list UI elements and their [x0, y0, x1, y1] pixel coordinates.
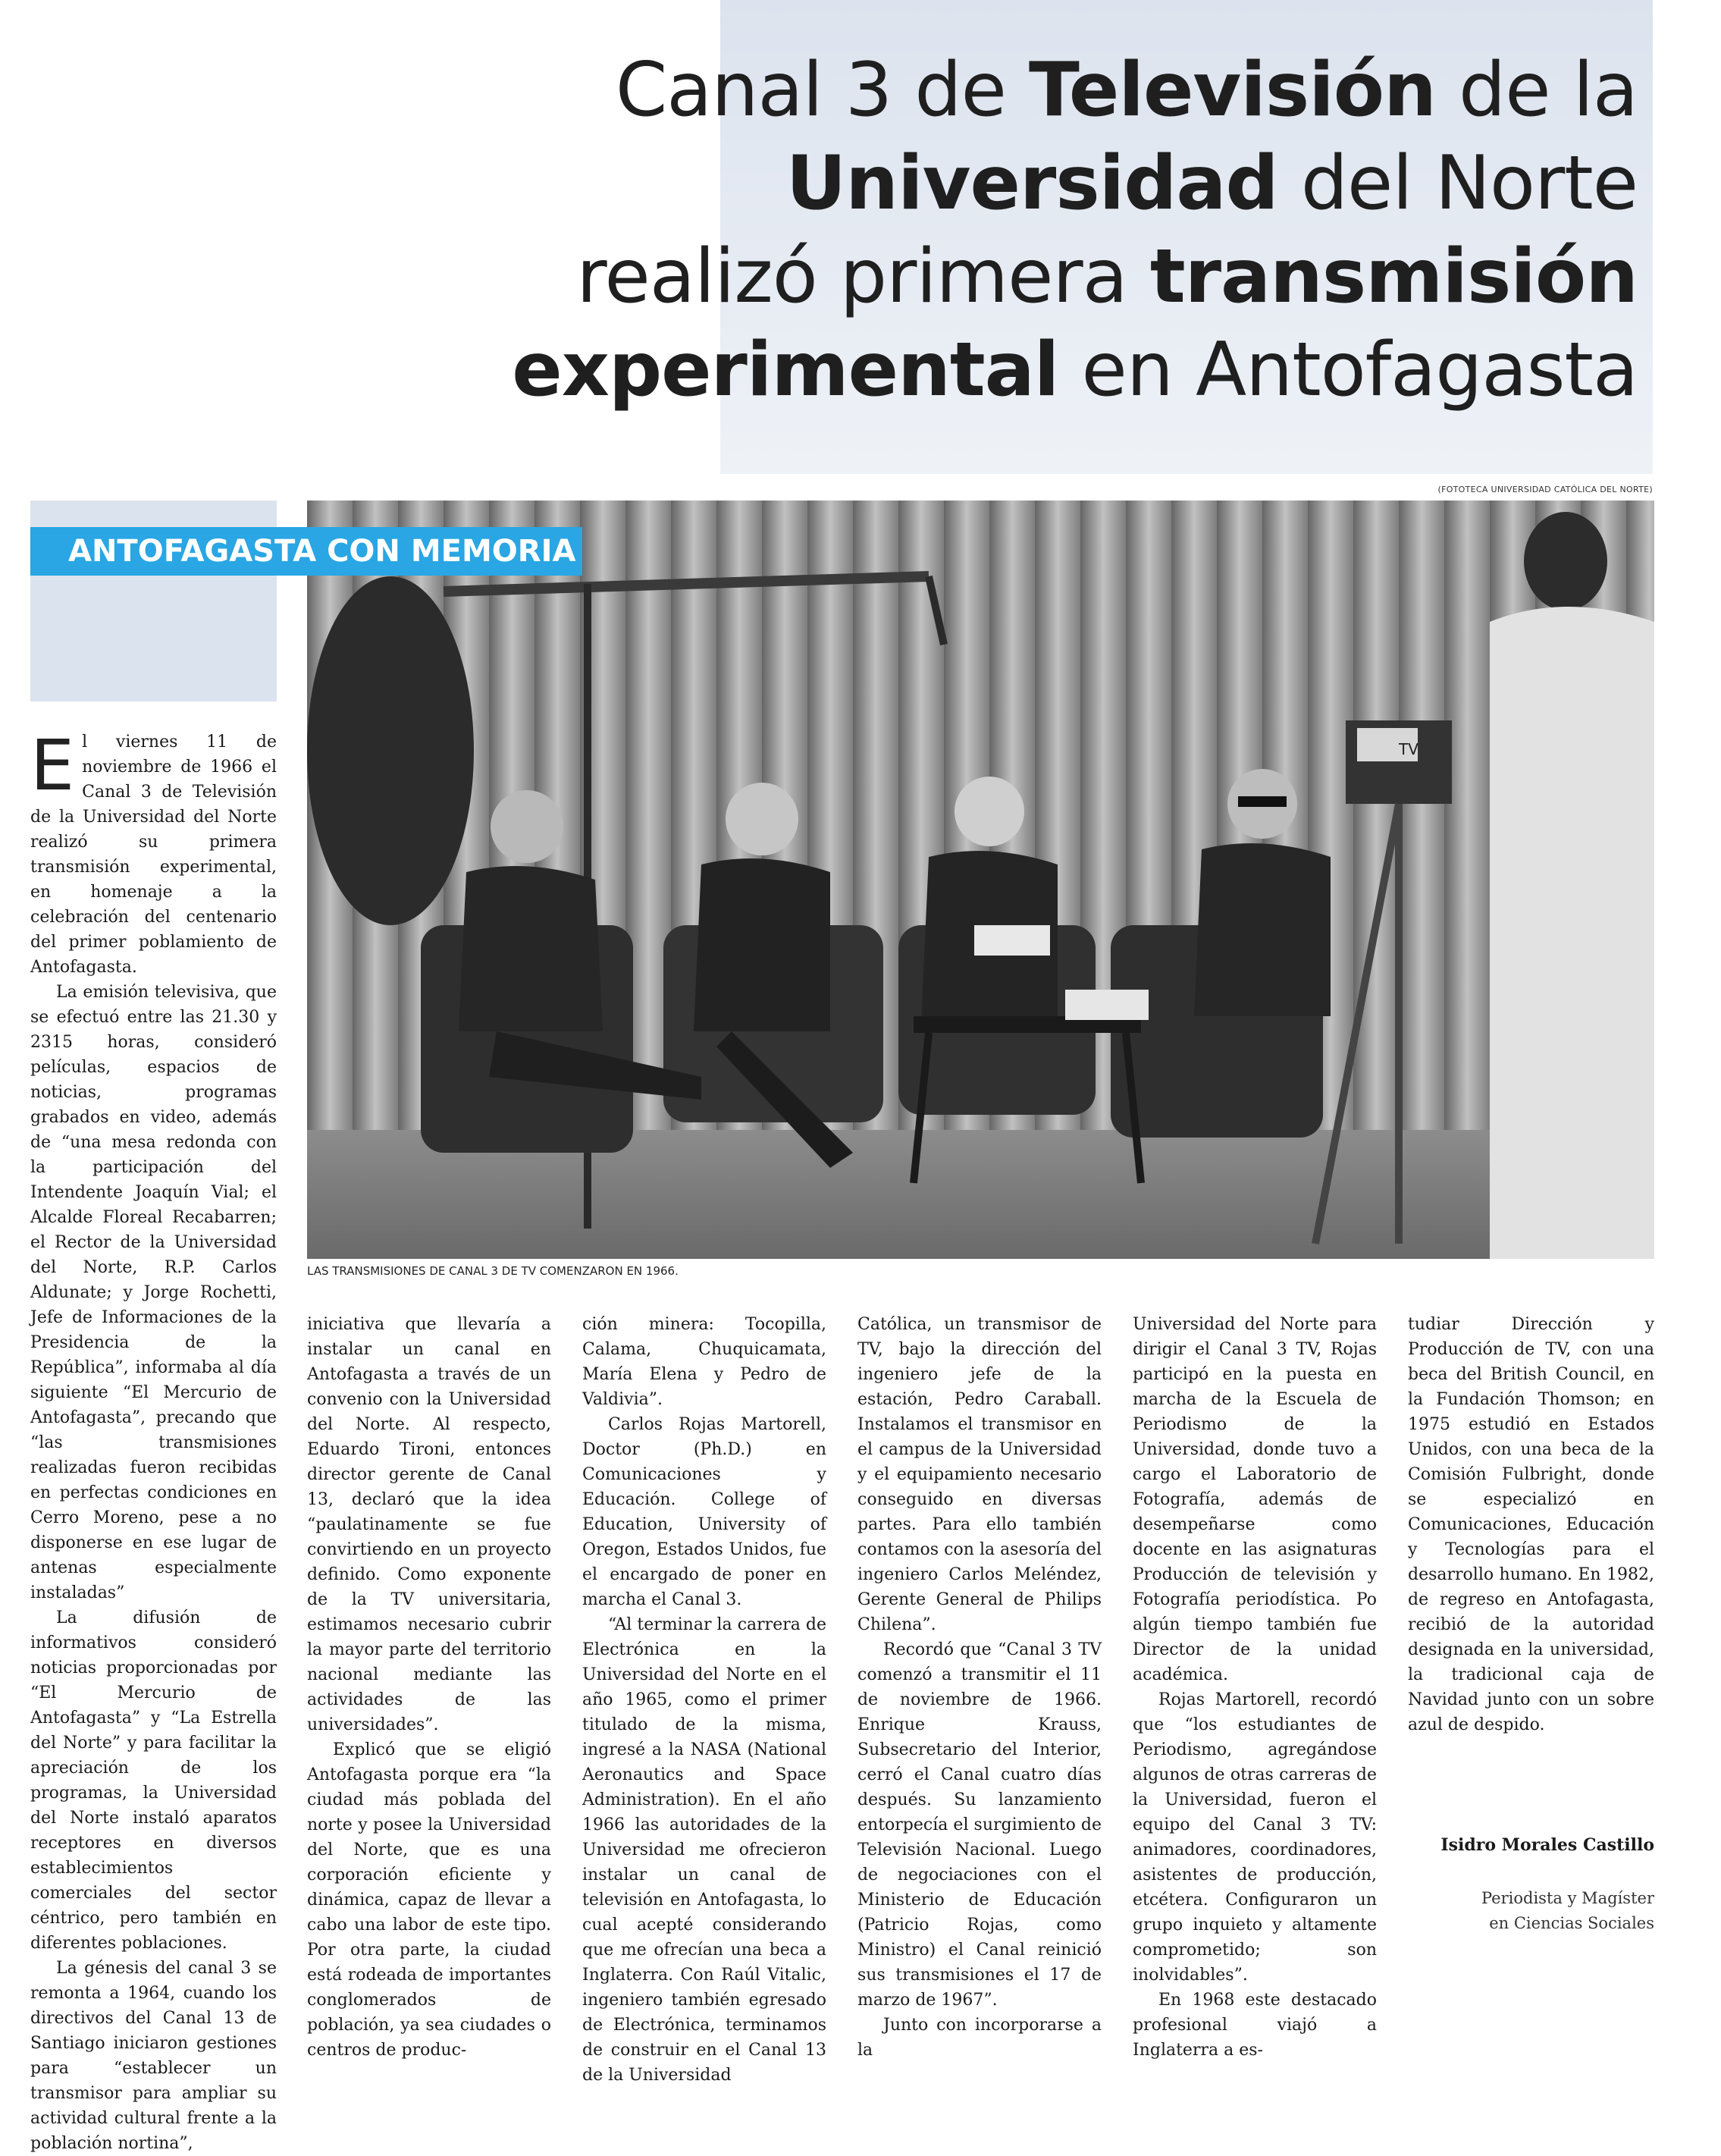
headline-part: realizó primera	[576, 234, 1150, 320]
headline-part-bold: Universidad	[785, 140, 1278, 227]
author-title-line: Periodista y Magíster	[1481, 1889, 1654, 1907]
paragraph: En 1968 este destacado profesional viajó a Inglaterra a es-	[1133, 1991, 1377, 2060]
paragraph: Católica, un transmisor de TV, bajo la dirección del ingeniero jefe de la estación, Pedro Caraball. Instalamos el transmisor en el campus de la Universidad y el equipamiento necesario conseguido en diversas partes. Para ello también contamos con la asesoría del ingeniero Carlos Meléndez, Gerente General de Philips Chilena”.	[857, 1315, 1102, 1634]
paragraph: La difusión de informativos consideró noticias proporcionadas por “El Mercurio de Antofagasta” y “La Estrella del Norte” y para facilitar la apreciación de los programas, la Universidad del Norte instaló aparatos receptores en diversos establecimientos comerciales del sector céntrico, pero también en diferentes poblaciones.	[30, 1608, 277, 1953]
paragraph: Explicó que se eligió Antofagasta porque era “la ciudad más poblada del norte y posee la Universidad del Norte, que es una corporación eficiente y dinámica, capaz de llevar a cabo una labor de este tipo. Por otra parte, la ciudad está rodeada de importantes conglomerados de población, ya sea ciudades o centros de produc-	[307, 1740, 551, 2060]
paragraph: La génesis del canal 3 se remonta a 1964, cuando los directivos del Canal 13 de Santiago iniciaron gestiones para “establecer un transmisor para ampliar su actividad cultural frente a la población nortina”,	[30, 1959, 277, 2153]
headline	[485, 44, 1638, 417]
photo-illustration	[307, 501, 1654, 1259]
author-name: Isidro Morales Castillo	[1440, 1835, 1654, 1855]
headline-part-bold: experimental	[512, 327, 1059, 413]
paragraph: Recordó que “Canal 3 TV comenzó a transmitir el 11 de noviembre de 1966. Enrique Krauss, Subsecretario del Interior, cerró el Canal cuatro días después. Su lanzamiento entorpecía el surgimiento de Televisión Nacional. Luego de negociaciones con el Ministerio de Educación (Patricio Rojas, como Ministro) el Canal reinició sus transmisiones el 17 de marzo de 1967”.	[857, 1640, 1102, 2010]
headline-part-bold: transmisión	[1149, 234, 1638, 320]
paragraph: Rojas Martorell, recordó que “los estudiantes de Periodismo, agregándose algunos de otras carreras de la Universidad, fueron el equipo del Canal 3 TV: animadores, coordinadores, asistentes de producción, etcétera. Configuraron un grupo inquieto y altamente comprometido; son inolvidables”.	[1133, 1690, 1377, 1985]
cameraman-left	[307, 576, 474, 925]
paragraph	[30, 725, 277, 980]
paragraph: “Al terminar la carrera de Electrónica en la Universidad del Norte en el año 1965, como el primer titulado de la misma, ingresé a la NASA (National Aeronautics and Space Administration). En el año 1966 las autoridades de la Universidad me ofrecieron instalar un canal de televisión en Antofagasta, lo cual acepté considerando que me ofrecían una beca a Inglaterra. Con Raúl Vitalic, ingeniero también egresado de Electrónica, terminamos de construir en el Canal 13 de la Universidad	[582, 1615, 826, 2085]
headline-part-bold: Televisión	[1029, 47, 1436, 133]
article-column	[582, 1312, 826, 2088]
author-title	[1410, 1886, 1654, 1936]
author-title-line: en Ciencias Sociales	[1489, 1914, 1654, 1932]
paragraph: Universidad del Norte para dirigir el Canal 3 TV, Rojas participó en la puesta en marcha de la Escuela de Periodismo de la Universidad, donde tuvo a cargo el Laboratorio de Fotografía, además de desempeñarse como docente en las asignaturas Producción de televisión y Fotografía periodística. Po algún tiempo también fue Director de la unidad académica.	[1133, 1315, 1377, 1684]
cameraman-right	[1490, 607, 1654, 1259]
article-column	[857, 1312, 1102, 2063]
paragraph: Junto con incorporarse a la	[857, 2016, 1102, 2060]
section-label: ANTOFAGASTA CON MEMORIA	[30, 527, 582, 576]
camera-label: TV	[1399, 740, 1418, 758]
headline-part: Canal 3 de	[615, 47, 1030, 133]
paragraph: tudiar Dirección y Producción de TV, con una beca del British Council, en la Fundación Thomson; en 1975 estudió en Estados Unidos, con una beca de la Comisión Fulbright, donde se especializó en Comunicaciones, Educación y Tecnologías para el desarrollo humano. En 1982, de regreso en Antofagasta, recibió de la autoridad designada en la universidad, la tradicional caja de Navidad junto con un sobre azul de despido.	[1408, 1315, 1654, 1734]
headline-part: de la	[1435, 47, 1638, 133]
headline-part: del Norte	[1277, 140, 1638, 227]
tv-studio-photo	[307, 501, 1654, 1259]
paragraph: La emisión televisiva, que se efectuó entre las 21.30 y 2315 horas, consideró películas, espacios de noticias, programas grabados en video, además de “una mesa redonda con la participación del Intendente Joaquín Vial; el Alcalde Floreal Recabarren; el Rector de la Universidad del Norte, R.P. Carlos Aldunate; y Jorge Rochetti, Jefe de Informaciones de la Presidencia de la República”, informaba al día siguiente “El Mercurio de Antofagasta”, precando que “las transmisiones realizadas fueron recibidas en perfectas condiciones en Cerro Moreno, pese a no disponerse en ese lugar de antenas especialmente instaladas”	[30, 983, 277, 1602]
paragraph-text: l viernes 11 de noviembre de 1966 el Canal 3 de Televisión de la Universidad del Norte realizó su primera transmisión experimental, en homenaje a la celebración del centenario del primer poblamiento de Antofagasta.	[30, 733, 277, 977]
drop-cap: E	[30, 725, 75, 806]
cameraman-right-head	[1524, 512, 1607, 610]
article-column	[1133, 1312, 1377, 2063]
photo-caption: LAS TRANSMISIONES DE CANAL 3 DE TV COMENZARON EN 1966.	[307, 1264, 679, 1278]
paragraph: iniciativa que llevaría a instalar un canal en Antofagasta a través de un convenio con la Universidad del Norte. Al respecto, Eduardo Tironi, entonces director gerente de Canal 13, declaró que la idea “paulatinamente se fue convirtiendo en un proyecto definido. Como exponente de la TV universitaria, estimamos necesario cubrir la mayor parte del territorio nacional mediante las actividades de las universidades”.	[307, 1315, 551, 1734]
paragraph: ción minera: Tocopilla, Calama, Chuquicamata, María Elena y Pedro de Valdivia”.	[582, 1315, 826, 1409]
article-column	[30, 725, 277, 2156]
photo-credit: (FOTOTECA UNIVERSIDAD CATÓLICA DEL NORTE)	[1437, 485, 1653, 494]
box-on-table	[1065, 990, 1149, 1020]
paragraph: Carlos Rojas Martorell, Doctor (Ph.D.) en Comunicaciones y Educación. College of Education, University of Oregon, Estados Unidos, fue el encargado de poner en marcha el Canal 3.	[582, 1415, 826, 1609]
article-column	[1408, 1312, 1654, 1737]
headline-part: en Antofagasta	[1058, 327, 1638, 413]
article-column	[307, 1312, 551, 2063]
